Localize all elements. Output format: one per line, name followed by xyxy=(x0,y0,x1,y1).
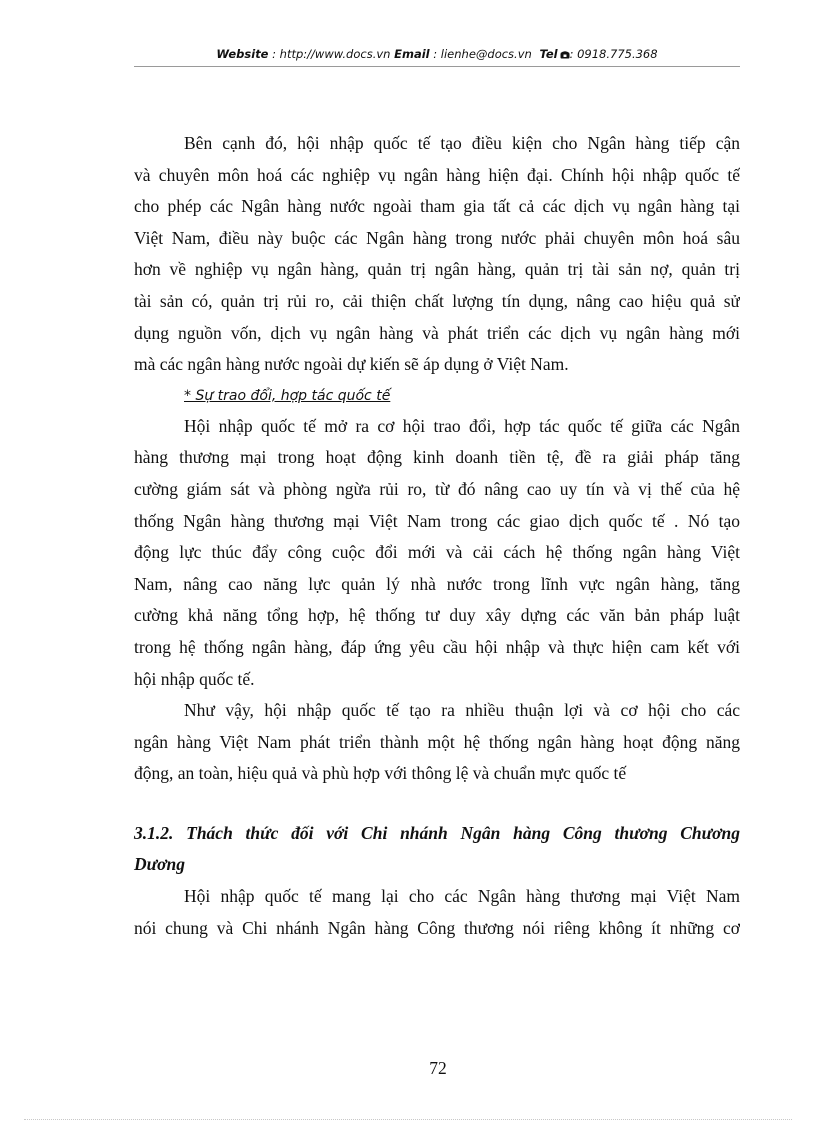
text-line: nói chung và Chi nhánh Ngân hàng Công thương nói riêng không ít những cơ xyxy=(134,917,740,938)
text-line: dụng nguồn vốn, dịch vụ ngân hàng và phát triển các dịch vụ ngân hàng mới xyxy=(134,322,740,343)
text-line: động, an toàn, hiệu quả và phù hợp với thông lệ và chuẩn mực quốc tế xyxy=(134,763,627,784)
section-heading xyxy=(134,818,740,881)
text-line: Nam, nâng cao năng lực quản lý nhà nước trong lĩnh vực ngân hàng, tăng xyxy=(134,573,740,594)
page-number: 72 xyxy=(429,1058,447,1078)
tel-label: Tel xyxy=(539,47,558,61)
text-line: động lực thúc đẩy công cuộc đổi mới và cải cách hệ thống ngân hàng Việt xyxy=(134,542,740,563)
website-value: : http://www.docs.vn xyxy=(268,47,395,61)
section-title-line: 3.1.2. Thách thức đối với Chi nhánh Ngân hàng Công thương Chương xyxy=(134,822,740,843)
email-value: : lienhe@docs.vn xyxy=(429,47,536,61)
text-line: thống Ngân hàng thương mại Việt Nam trong các giao dịch quốc tế . Nó tạo xyxy=(134,510,740,531)
text-line: hàng thương mại trong hoạt động kinh doanh tiền tệ, đề ra giải pháp tăng xyxy=(134,447,740,468)
text-line: Hội nhập quốc tế mang lại cho các Ngân hàng thương mại Việt Nam xyxy=(184,886,740,907)
section-title-line: Dương xyxy=(134,854,185,875)
paragraph-2 xyxy=(134,411,740,695)
text-line: Việt Nam, điều này buộc các Ngân hàng trong nước phải chuyên môn hoá sâu xyxy=(134,227,740,248)
text-line: Hội nhập quốc tế mở ra cơ hội trao đổi, hợp tác quốc tế giữa các Ngân xyxy=(184,415,740,436)
paragraph-4 xyxy=(134,881,740,944)
text-line: ngân hàng Việt Nam phát triển thành một hệ thống ngân hàng hoạt động năng xyxy=(134,731,740,752)
website-label: Website xyxy=(216,47,269,61)
paragraph-1 xyxy=(134,128,740,381)
email-label: Email xyxy=(394,47,430,61)
document-body xyxy=(134,128,740,944)
section-spacer xyxy=(134,790,740,818)
text-line: Bên cạnh đó, hội nhập quốc tế tạo điều kiện cho Ngân hàng tiếp cận xyxy=(184,133,740,153)
subheading xyxy=(134,381,740,411)
text-line: cho phép các Ngân hàng nước ngoài tham gia tất cả các dịch vụ ngân hàng tại xyxy=(134,196,740,217)
text-line: trong hệ thống ngân hàng, đáp ứng yêu cầu hội nhập và thực hiện cam kết với xyxy=(134,636,740,657)
telephone-icon xyxy=(560,48,570,57)
page-header xyxy=(134,47,740,65)
text-line: mà các ngân hàng nước ngoài dự kiến sẽ áp dụng ở Việt Nam. xyxy=(134,354,569,375)
paragraph-3 xyxy=(134,695,740,790)
header-rule xyxy=(134,66,740,67)
subheading-text: * Sự trao đổi, hợp tác quốc tế xyxy=(184,387,391,404)
text-line: cường khả năng tổng hợp, hệ thống tư duy xây dựng các văn bản pháp luật xyxy=(134,605,740,626)
page-bottom-rule xyxy=(24,1119,792,1120)
tel-value: : 0918.775.368 xyxy=(569,47,658,61)
text-line: cường giám sát và phòng ngừa rủi ro, từ đó nâng cao uy tín và vị thế của hệ xyxy=(134,478,740,499)
text-line: tài sản có, quản trị rủi ro, cải thiện chất lượng tín dụng, nâng cao hiệu quả sử xyxy=(134,290,740,311)
text-line: hơn về nghiệp vụ ngân hàng, quản trị ngân hàng, quản trị tài sản nợ, quản trị xyxy=(134,259,740,280)
text-line: hội nhập quốc tế. xyxy=(134,668,255,689)
text-line: Như vậy, hội nhập quốc tế tạo ra nhiều thuận lợi và cơ hội cho các xyxy=(184,700,740,721)
text-line: và chuyên môn hoá các nghiệp vụ ngân hàng hiện đại. Chính hội nhập quốc tế xyxy=(134,164,740,185)
